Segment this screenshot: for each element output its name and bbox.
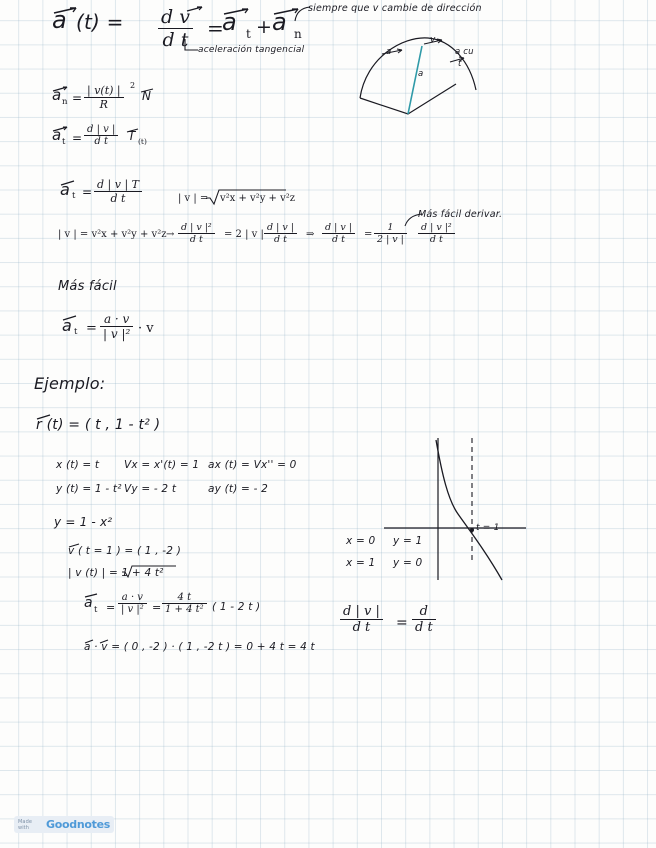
chain-equals-2: =	[364, 229, 373, 240]
chain-f4-num: 1	[387, 222, 394, 233]
equals-sign-1: =	[207, 16, 224, 40]
at-example-num2: 4 t	[177, 592, 192, 603]
vector-arrow-v-numerator	[186, 4, 208, 14]
diagram-label-v-top: v	[430, 35, 436, 45]
at-formula-symbol: a	[52, 126, 62, 144]
trajectory-diagram	[352, 28, 482, 118]
a-normal-subscript: n	[294, 27, 302, 41]
an-fraction-numerator: | v(t) |	[87, 84, 121, 97]
speed-norm-label: | v | =	[178, 193, 209, 204]
diagram-label-a-center: a	[418, 69, 424, 79]
annotation-mas-facil-derivar: Más fácil derivar.	[418, 209, 503, 220]
chain-rule-left: | v | = v²x + v²y + v²z	[58, 229, 167, 240]
at-example-symbol: a	[84, 595, 93, 611]
chain-f4-den: 2 | v |	[374, 233, 407, 245]
block2-denominator: d t	[94, 191, 142, 205]
watermark-made-with: Made with	[18, 818, 33, 831]
vector-arrows-dot-product	[84, 637, 114, 646]
vector-arrow-at-formula	[52, 124, 74, 134]
vector-arrow-v-t1	[68, 541, 84, 549]
chain-f3-num: d | v |	[325, 222, 352, 233]
chain-f5-num: d | v |²	[421, 222, 452, 233]
chain-rule-arrow: →	[166, 229, 175, 240]
chain-f1-den: d t	[178, 233, 215, 245]
chain-equals-1: = 2 | v |	[224, 229, 264, 240]
graph-label-t-equals-1: t = 1	[476, 523, 500, 533]
chain-fraction-2	[264, 222, 297, 245]
vector-arrow-an-formula	[52, 84, 74, 94]
at-formula-subscript: t	[62, 137, 66, 147]
an-formula-subscript: n	[62, 97, 68, 107]
right-equals: =	[396, 615, 408, 631]
position-vector-definition: r (t) = ( t , 1 - t² )	[36, 417, 161, 433]
mas-facil-heading: Más fácil	[58, 279, 117, 294]
an-exponent: 2	[130, 81, 136, 90]
easy-at-subscript: t	[74, 327, 78, 337]
at-example-den1: | v |²	[118, 603, 147, 615]
vector-arrow-block2-at	[60, 178, 80, 188]
block2-fraction	[94, 178, 142, 205]
speed-magnitude: | v (t) | = 1 + 4 t²	[68, 567, 164, 579]
chain-fraction-5	[418, 222, 455, 245]
at-example-equals: =	[106, 601, 116, 614]
at-example-tail: ( 1 - 2 t )	[212, 601, 261, 613]
a-of-t-equals: (t) =	[76, 10, 124, 34]
point-x0: x = 0 y = 1	[346, 535, 423, 547]
chain-implies: ⇒	[306, 229, 315, 240]
an-fraction-denominator: R	[84, 97, 124, 111]
chain-fraction-3	[322, 222, 355, 245]
at-example-num1: a · v	[121, 592, 143, 603]
right-fraction-1	[340, 604, 383, 635]
goodnotes-watermark	[14, 816, 114, 833]
an-normal-unit-vector: N	[142, 89, 152, 103]
vector-arrow-at	[222, 6, 254, 18]
speed-norm-expression: v²x + v²y + v²z	[220, 193, 296, 204]
a-tangential-subscript: t	[246, 27, 251, 41]
an-formula-symbol: a	[52, 86, 62, 104]
chain-f2-den: d t	[264, 233, 297, 245]
easy-numerator: a · v	[103, 312, 130, 326]
at-tangent-unit-vector: T	[128, 129, 136, 143]
dt-denominator: d t	[158, 28, 193, 51]
chain-fraction-4	[374, 222, 407, 245]
a-normal-symbol: a	[272, 8, 287, 36]
right-f2-num: d	[419, 604, 428, 619]
right-fraction-2	[412, 604, 436, 635]
chain-fraction-1	[178, 222, 215, 245]
at-example-fraction-1	[118, 592, 147, 615]
diagram-label-at-left: a	[386, 47, 392, 57]
easy-at-symbol: a	[62, 316, 73, 335]
diagram-label-a-cu: a cu	[455, 47, 474, 57]
point-x1: x = 1 y = 0	[346, 557, 423, 569]
curve-equation: y = 1 - x²	[54, 515, 113, 529]
at-equals: =	[72, 131, 83, 145]
vector-a-symbol: a	[52, 6, 67, 34]
at-example-den2: 1 + 4 t²	[162, 603, 207, 615]
annotation-siempre-cambie-direccion: siempre que v cambie de dirección	[308, 3, 482, 14]
vector-arrow-N	[140, 86, 158, 94]
chain-f5-den: d t	[418, 233, 455, 245]
velocity-x: Vx = x'(t) = 1	[124, 459, 200, 471]
vector-arrow-r	[36, 412, 56, 422]
diagram-label-at-right: t	[458, 59, 462, 69]
at-example-equals-2: =	[152, 601, 162, 614]
parabola-graph	[352, 434, 542, 594]
chain-f2-num: d | v |	[267, 222, 294, 233]
block2-equals: =	[82, 185, 93, 199]
easy-tail: · v	[138, 321, 154, 336]
acceleration-x: ax (t) = Vx'' = 0	[208, 459, 297, 471]
vector-arrow-T	[126, 126, 142, 134]
right-f1-den: d t	[340, 619, 383, 635]
vector-arrow-at-example	[84, 591, 102, 600]
velocity-y: Vy = - 2 t	[124, 483, 177, 495]
an-fraction	[84, 84, 124, 111]
velocity-at-t1: v ( t = 1 ) = ( 1 , -2 )	[68, 545, 181, 557]
acceleration-y: ay (t) = - 2	[208, 483, 268, 495]
annotation-aceleracion-tangencial: aceleración tangencial	[198, 45, 305, 55]
block2-at-subscript: t	[72, 191, 76, 201]
dv-numerator: d v	[161, 6, 190, 28]
at-example-subscript: t	[94, 605, 98, 615]
chain-f3-den: d t	[322, 233, 355, 245]
right-f2-den: d t	[412, 619, 436, 635]
easy-denominator: | v |²	[100, 326, 133, 341]
component-y: y (t) = 1 - t²	[56, 483, 122, 495]
at-tangent-subscript: (t)	[138, 137, 147, 146]
vector-arrow-easy-at	[62, 313, 82, 323]
component-x: x (t) = t	[56, 459, 100, 471]
dot-product-computation: a · v = ( 0 , -2 ) · ( 1 , -2 t ) = 0 + 4 t = 4 t	[84, 641, 315, 653]
block2-at-symbol: a	[60, 180, 71, 199]
a-tangential-symbol: a	[222, 8, 237, 36]
block2-numerator: d | v | T	[97, 178, 139, 191]
easy-equals: =	[86, 321, 97, 336]
watermark-brand: Goodnotes	[46, 818, 110, 831]
at-fraction	[84, 124, 118, 147]
right-f1-num: d | v |	[343, 604, 380, 619]
an-equals: =	[72, 91, 83, 105]
chain-f1-num: d | v |²	[181, 222, 212, 233]
plus-sign: +	[256, 16, 272, 38]
at-example-fraction-2	[162, 592, 207, 615]
ejemplo-heading: Ejemplo:	[34, 374, 106, 393]
radical-sign-2	[122, 564, 178, 580]
easy-fraction	[100, 312, 133, 341]
at-fraction-denominator: d t	[84, 135, 118, 147]
at-fraction-numerator: d | v |	[87, 124, 116, 135]
